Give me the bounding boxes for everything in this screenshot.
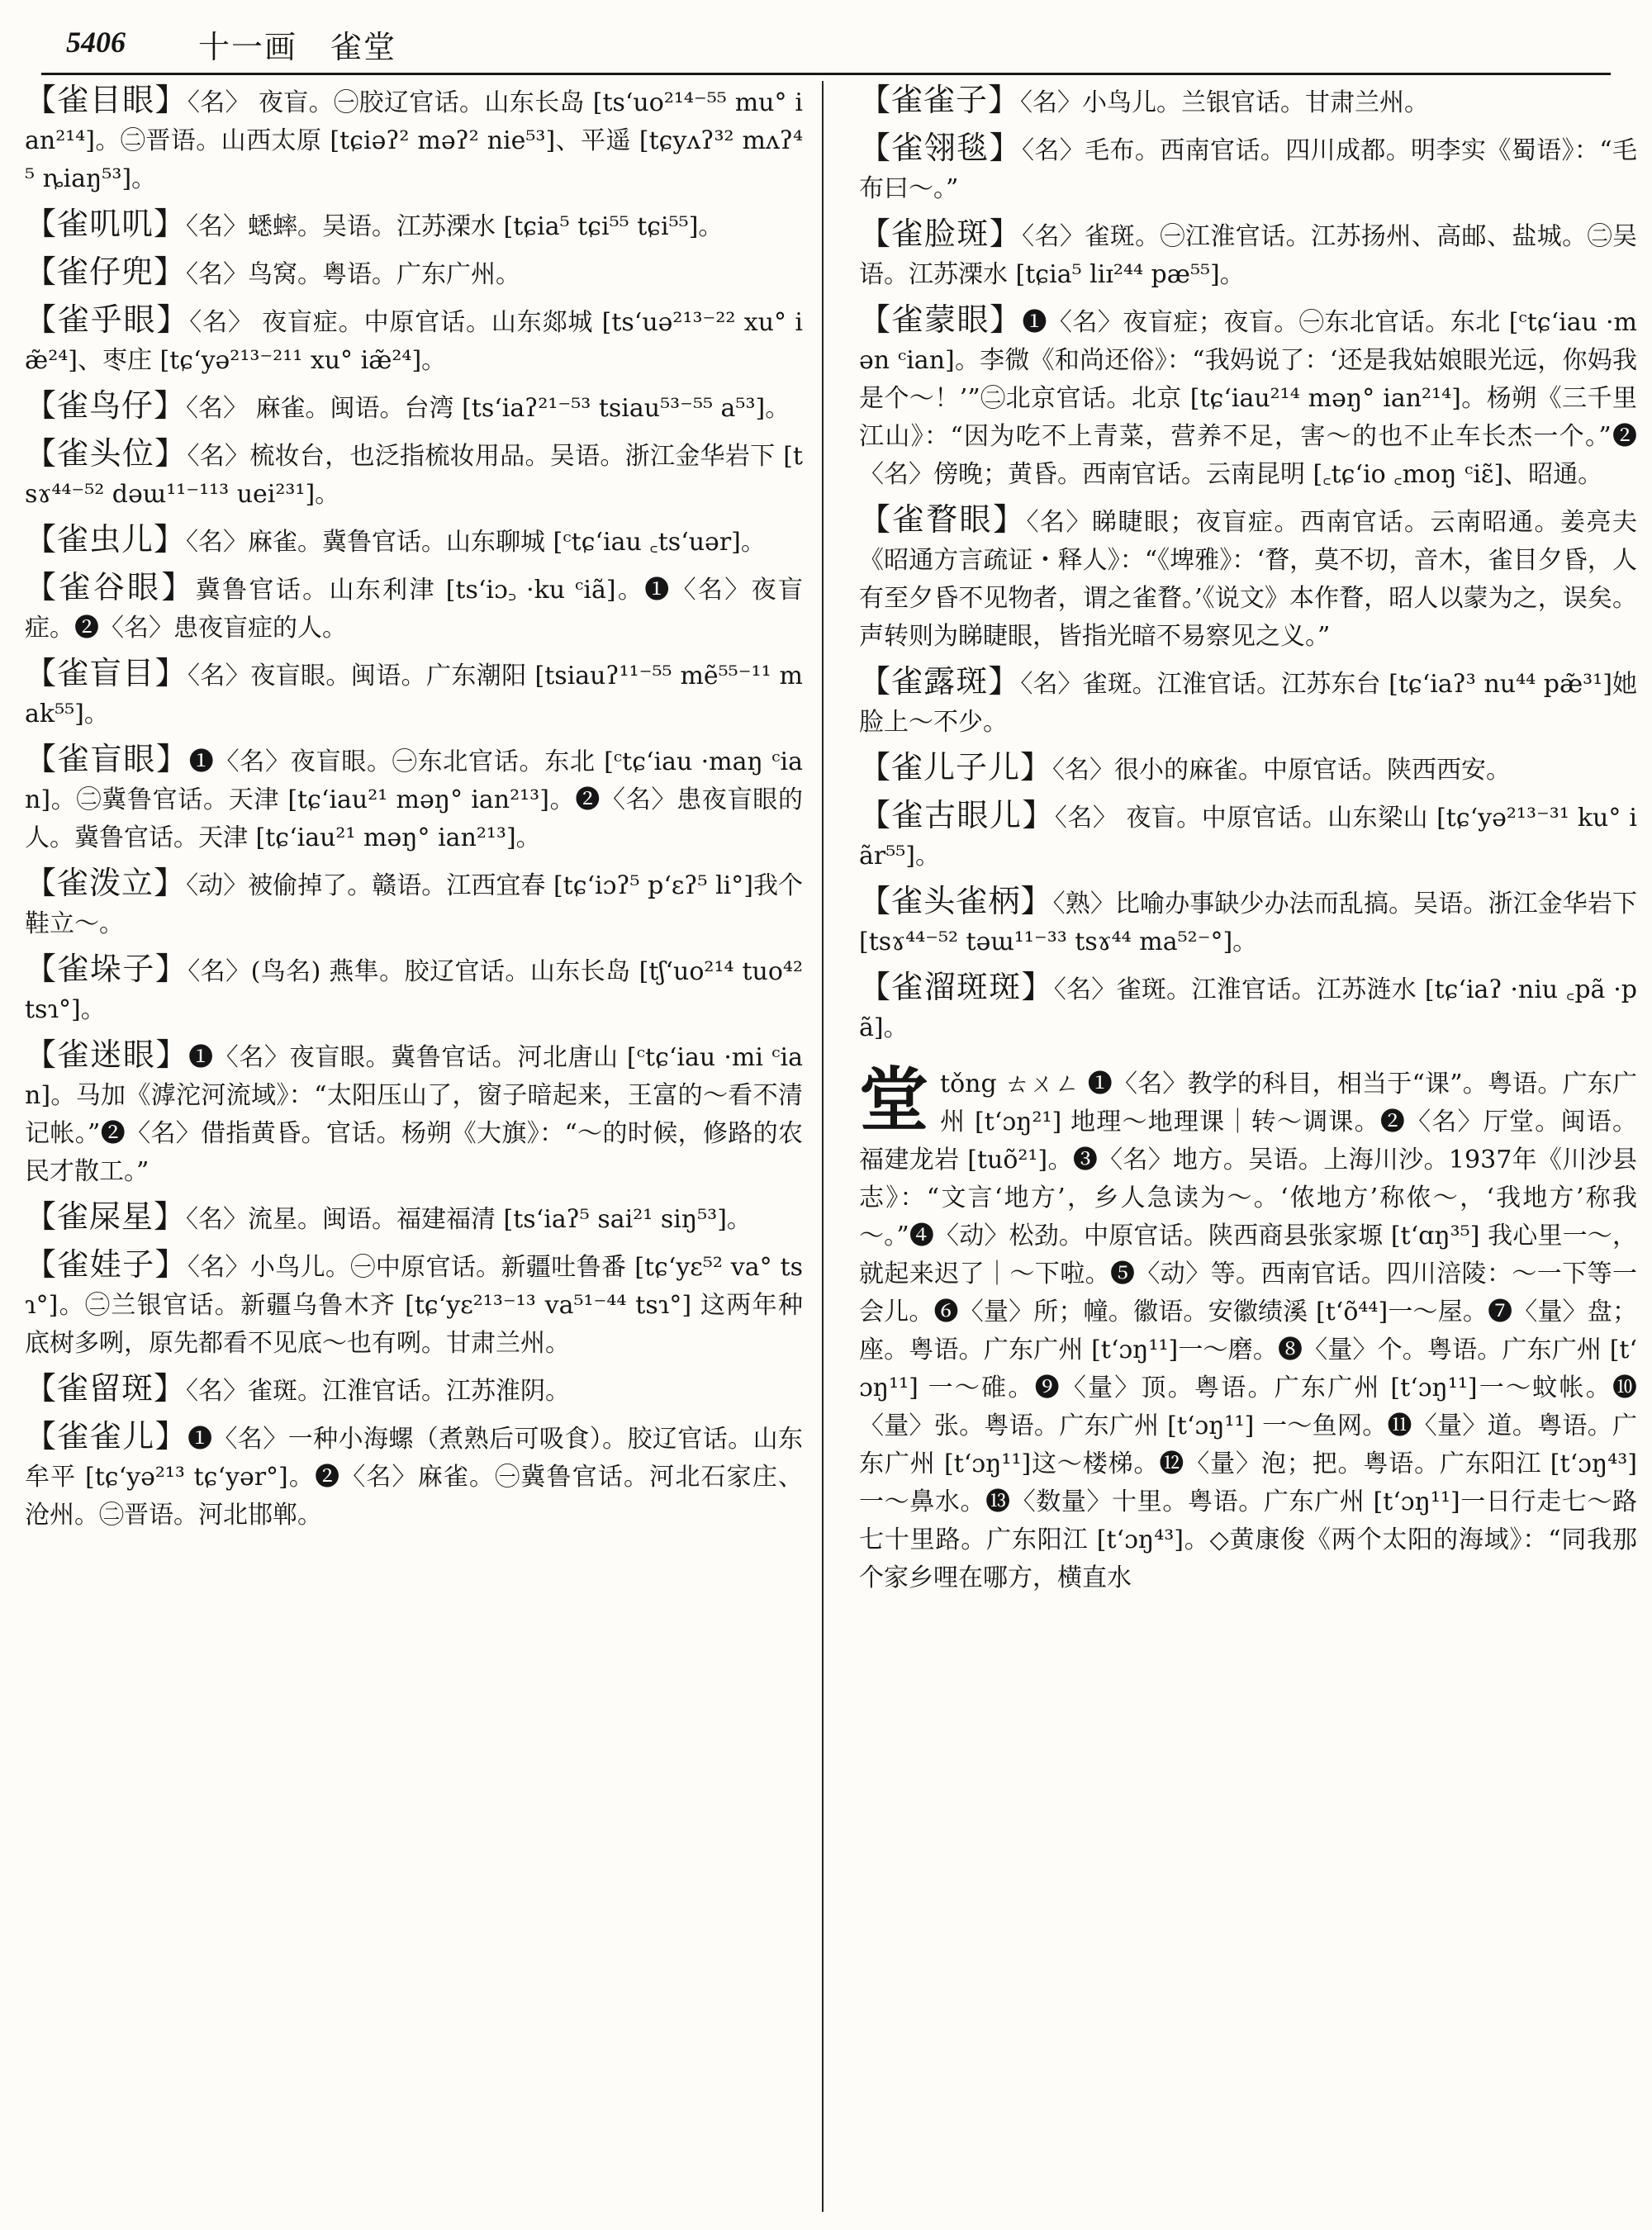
entry-headword: 【雀娃子】 (25, 1246, 188, 1283)
entry-headword: 【雀鸟仔】 (25, 387, 187, 424)
entry-definition: 〈名〉 夜盲。㊀胶辽官话。山东长岛 [tsʻuo²¹⁴⁻⁵⁵ mu° ian²¹⁴]。㊁晋语。山西太原 [tɕiəʔ² məʔ² nie⁵³]、平遥 [tɕyʌʔ³² mʌʔ⁴⁵ ȵiaŋ⁵³]。 (25, 88, 803, 193)
entry-headword: 【雀乎眼】 (25, 301, 190, 338)
entry-definition: 〈名〉 麻雀。闽语。台湾 [tsʻiaʔ²¹⁻⁵³ tsiau⁵³⁻⁵⁵ a⁵³]。 (186, 394, 790, 423)
entry-definition: 〈名〉雀斑。江淮官话。江苏淮阴。 (186, 1377, 571, 1406)
entry-headword: 【雀盲眼】 (25, 741, 189, 777)
entry-headword: 【雀虫儿】 (25, 521, 187, 558)
entry-headword: 【雀仔兜】 (25, 254, 187, 290)
entry-headword: 【雀溜斑斑】 (859, 969, 1054, 1005)
dictionary-entry (859, 129, 1637, 208)
dictionary-entry (25, 1036, 803, 1191)
page-title: 十一画 雀堂 (198, 29, 397, 65)
entry-definition: 〈名〉小鸟儿。兰银官话。甘肃兰州。 (1020, 88, 1430, 117)
entry-definition: ❶〈名〉一种小海螺（煮熟后可吸食）。胶辽官话。山东牟平 [tɕʻyə²¹³ tɕʻyər°]。❷〈名〉麻雀。㊀冀鲁官话。河北石家庄、沧州。㊁晋语。河北邯郸。 (25, 1425, 803, 1530)
entry-headword: 【雀头位】 (25, 435, 188, 472)
right-column-entries (859, 81, 1637, 1047)
tang-zhuyin: ㄊㄨㄥ (1004, 1070, 1080, 1098)
entry-headword: 【雀翎毯】 (859, 130, 1022, 166)
entry-headword: 【雀泼立】 (25, 865, 187, 901)
dictionary-entry (25, 434, 803, 514)
dictionary-entry (25, 740, 803, 857)
dictionary-entry (25, 520, 803, 562)
entry-definition: ❶〈名〉夜盲眼。冀鲁官话。河北唐山 [ᶜtɕʻiau ·mi ᶜian]。马加《滹沱河流域》：“太阳压山了，窗子暗起来，王富的～看不清记帐。”❷〈名〉借指黄昏。官话。杨朔《大旗》：“～的时候，修路的农民才散工。” (25, 1043, 803, 1186)
dictionary-entry (859, 748, 1637, 790)
entry-definition: 〈名〉蟋蟀。吴语。江苏溧水 [tɕia⁵ tɕi⁵⁵ tɕi⁵⁵]。 (186, 212, 724, 241)
dictionary-entry (25, 387, 803, 428)
tang-definition: ❶〈名〉教学的科目，相当于“课”。粤语。广东广州 [tʻɔŋ²¹] 地理～地理课｜转～调课。❷〈名〉厅堂。闽语。福建龙岩 [tuõ²¹]。❸〈名〉地方。吴语。上海川沙。1937年《川沙县志》：“文言‘地方’，乡人急读为～。‘侬地方’称侬～，‘我地方’称我～。”❹〈动〉松劲。中原官话。陕西商县张家塬 [tʻɑŋ³⁵] 我心里一～，就起来迟了｜～下啦。❺〈动〉等。西南官话。四川涪陵：～一下等一会儿。❻〈量〉所；幢。徽语。安徽绩溪 [tʻõ⁴⁴]一～屋。❼〈量〉盘；座。粤语。广东广州 [tʻɔŋ¹¹]一～磨。❽〈量〉个。粤语。广东广州 [tʻɔŋ¹¹] 一～碓。❾〈量〉顶。粤语。广东广州 [tʻɔŋ¹¹]一～蚊帐。❿〈量〉张。粤语。广东广州 [tʻɔŋ¹¹] 一～鱼网。⓫〈量〉道。粤语。广东广州 [tʻɔŋ¹¹]这～楼梯。⓬〈量〉泡；把。粤语。广东阳江 [tʻɔŋ⁴³]一～鼻水。⓭〈数量〉十里。粤语。广东广州 [tʻɔŋ¹¹]一日行走七～路七十里路。广东阳江 [tʻɔŋ⁴³]。◇黄康俊《两个太阳的海域》：“同我那个家乡哩在哪方，横直水 (859, 1070, 1637, 1592)
dictionary-entry (25, 1369, 803, 1411)
dictionary-entry (25, 205, 803, 246)
dictionary-entry (25, 1198, 803, 1239)
entry-headword: 【雀露斑】 (859, 663, 1021, 700)
entry-headword: 【雀头雀柄】 (859, 883, 1053, 919)
entry-definition: ❶〈名〉夜盲症；夜盲。㊀东北官话。东北 [ᶜtɕʻiau ·mən ᶜian]。李微《和尚还俗》：“我妈说了：‘还是我姑娘眼光远，你妈我是个～！’”㊁北京官话。北京 [tɕʻiau²¹⁴ məŋ° ian²¹⁴]。杨朔《三千里江山》：“因为吃不上青菜，营养不足，害～的也不止车长杰一个。”❷〈名〉傍晚；黄昏。西南官话。云南昆明 [꜀tɕʻio ꜀moŋ ᶜiɛ̃]、昭通。 (859, 308, 1637, 489)
entry-definition: ❶〈名〉夜盲眼。㊀东北官话。东北 [ᶜtɕʻiau ·maŋ ᶜian]。㊁冀鲁官话。天津 [tɕʻiau²¹ məŋ° ian²¹³]。❷〈名〉患夜盲眼的人。冀鲁官话。天津 [tɕʻiau²¹ məŋ° ian²¹³]。 (25, 747, 803, 852)
right-column (859, 81, 1637, 1604)
tang-headword: 堂 (859, 1060, 929, 1141)
entry-definition: 〈熟〉比喻办事缺少办法而乱搞。吴语。浙江金华岩下 [tsɤ⁴⁴⁻⁵² təɯ¹¹⁻³³ tsɤ⁴⁴ ma⁵²⁻°]。 (859, 890, 1637, 956)
entry-definition: 〈名〉睇睫眼；夜盲症。西南官话。云南昭通。姜亮夫《昭通方言疏证・释人》：“《埤雅》：‘瞀，莫不切，音木，雀目夕昏，人有至夕昏不见物者，谓之雀瞀。’《说文》本作瞀，昭人以蒙为之，误矣。声转则为睇睫眼，皆指光暗不易察见之义。” (859, 508, 1637, 651)
entry-headword: 【雀谷眼】 (25, 569, 196, 605)
entry-definition: 〈动〉被偷掉了。赣语。江西宜春 [tɕʻiɔʔ⁵ pʻɛʔ⁵ li°]我个鞋立～。 (25, 871, 803, 938)
dictionary-entry (25, 864, 803, 943)
entry-definition: 〈名〉流星。闽语。福建福清 [tsʻiaʔ⁵ sai²¹ siŋ⁵³]。 (186, 1205, 752, 1234)
entry-headword: 【雀垛子】 (25, 951, 188, 987)
tang-entry (859, 1060, 1637, 1597)
entry-headword: 【雀屎星】 (25, 1198, 187, 1235)
entry-definition: 〈名〉雀斑。江淮官话。江苏涟水 [tɕʻiaʔ ·niu ꜀pã ·pã]。 (859, 975, 1637, 1042)
entry-definition: 〈名〉麻雀。冀鲁官话。山东聊城 [ᶜtɕʻiau ꜀tsʻuər]。 (186, 528, 766, 557)
dictionary-entry (859, 215, 1637, 294)
entry-headword: 【雀蒙眼】 (859, 301, 1023, 338)
entry-headword: 【雀目眼】 (25, 82, 188, 118)
entry-definition: 〈名〉夜盲眼。闽语。广东潮阳 [tsiauʔ¹¹⁻⁵⁵ mẽ⁵⁵⁻¹¹ mak⁵⁵]。 (25, 662, 803, 728)
left-column (25, 81, 803, 1541)
entry-definition: 〈名〉小鸟儿。㊀中原官话。新疆吐鲁番 [tɕʻyɛ⁵² va° tsɿ°]。㊁兰银官话。新疆乌鲁木齐 [tɕʻyɛ²¹³⁻¹³ va⁵¹⁻⁴⁴ tsɿ°] 这两年种底树多咧，原先都看不见底～也有咧。甘肃兰州。 (25, 1253, 803, 1358)
column-divider (822, 81, 824, 2212)
entry-headword: 【雀脸斑】 (859, 216, 1023, 252)
dictionary-entry (25, 1417, 803, 1535)
entry-headword: 【雀盲目】 (25, 655, 188, 691)
dictionary-entry (859, 301, 1637, 494)
dictionary-entry (859, 796, 1637, 875)
entry-definition: 〈名〉 夜盲症。中原官话。山东郯城 [tsʻuə²¹³⁻²² xu° iæ̃²⁴]、枣庄 [tɕʻyə²¹³⁻²¹¹ xu° iæ̃²⁴]。 (25, 308, 803, 375)
entry-headword: 【雀叽叽】 (25, 206, 187, 242)
dictionary-entry (859, 81, 1637, 122)
entry-headword: 【雀瞀眼】 (859, 501, 1027, 538)
entry-headword: 【雀迷眼】 (25, 1037, 189, 1073)
entry-definition: 〈名〉雀斑。江淮官话。江苏东台 [tɕʻiaʔ³ nu⁴⁴ pæ̃³¹]她脸上～不少。 (859, 670, 1637, 737)
entry-definition: 〈名〉梳妆台，也泛指梳妆用品。吴语。浙江金华岩下 [tsɤ⁴⁴⁻⁵² dəɯ¹¹⁻¹¹³ uei²³¹]。 (25, 442, 803, 509)
dictionary-entry (859, 968, 1637, 1047)
page-number: 5406 (66, 26, 126, 59)
entry-headword: 【雀留斑】 (25, 1370, 187, 1407)
entry-definition: 〈名〉很小的麻雀。中原官话。陕西西安。 (1052, 756, 1512, 785)
dictionary-entry (25, 253, 803, 294)
dictionary-entry (859, 501, 1637, 656)
entry-definition: 〈名〉毛布。西南官话。四川成都。明李实《蜀语》：“毛布曰～。” (859, 136, 1637, 203)
entry-headword: 【雀雀子】 (859, 82, 1021, 118)
page-header (41, 21, 1611, 75)
entry-headword: 【雀雀儿】 (25, 1418, 188, 1454)
entry-definition: 〈名〉 夜盲。中原官话。山东梁山 [tɕʻyə²¹³⁻³¹ ku° iãr⁵⁵]。 (859, 804, 1637, 871)
entry-headword: 【雀儿子儿】 (859, 749, 1053, 785)
entry-definition: 〈名〉(鸟名) 燕隼。胶辽官话。山东长岛 [tʃʻuo²¹⁴ tuo⁴² tsɿ°]。 (25, 957, 803, 1024)
dictionary-entry (25, 568, 803, 648)
dictionary-entry (25, 950, 803, 1029)
dictionary-entry (25, 1245, 803, 1363)
dictionary-entry (25, 81, 803, 198)
entry-definition: 〈名〉雀斑。㊀江淮官话。江苏扬州、高邮、盐城。㊁吴语。江苏溧水 [tɕia⁵ liɪ²⁴⁴ pæ⁵⁵]。 (859, 222, 1637, 289)
dictionary-entry (25, 301, 803, 380)
entry-headword: 【雀古眼儿】 (859, 797, 1055, 833)
tang-pinyin: tǒng (940, 1070, 997, 1098)
dictionary-entry (859, 662, 1637, 742)
dictionary-entry (25, 654, 803, 733)
dictionary-entry (859, 882, 1637, 961)
entry-definition: 〈名〉鸟窝。粤语。广东广州。 (186, 260, 521, 289)
entry-definition: 冀鲁官话。山东利津 [tsʻiɔ꜆ ·ku ᶜiã]。❶〈名〉夜盲症。❷〈名〉患夜盲症的人。 (25, 576, 803, 643)
